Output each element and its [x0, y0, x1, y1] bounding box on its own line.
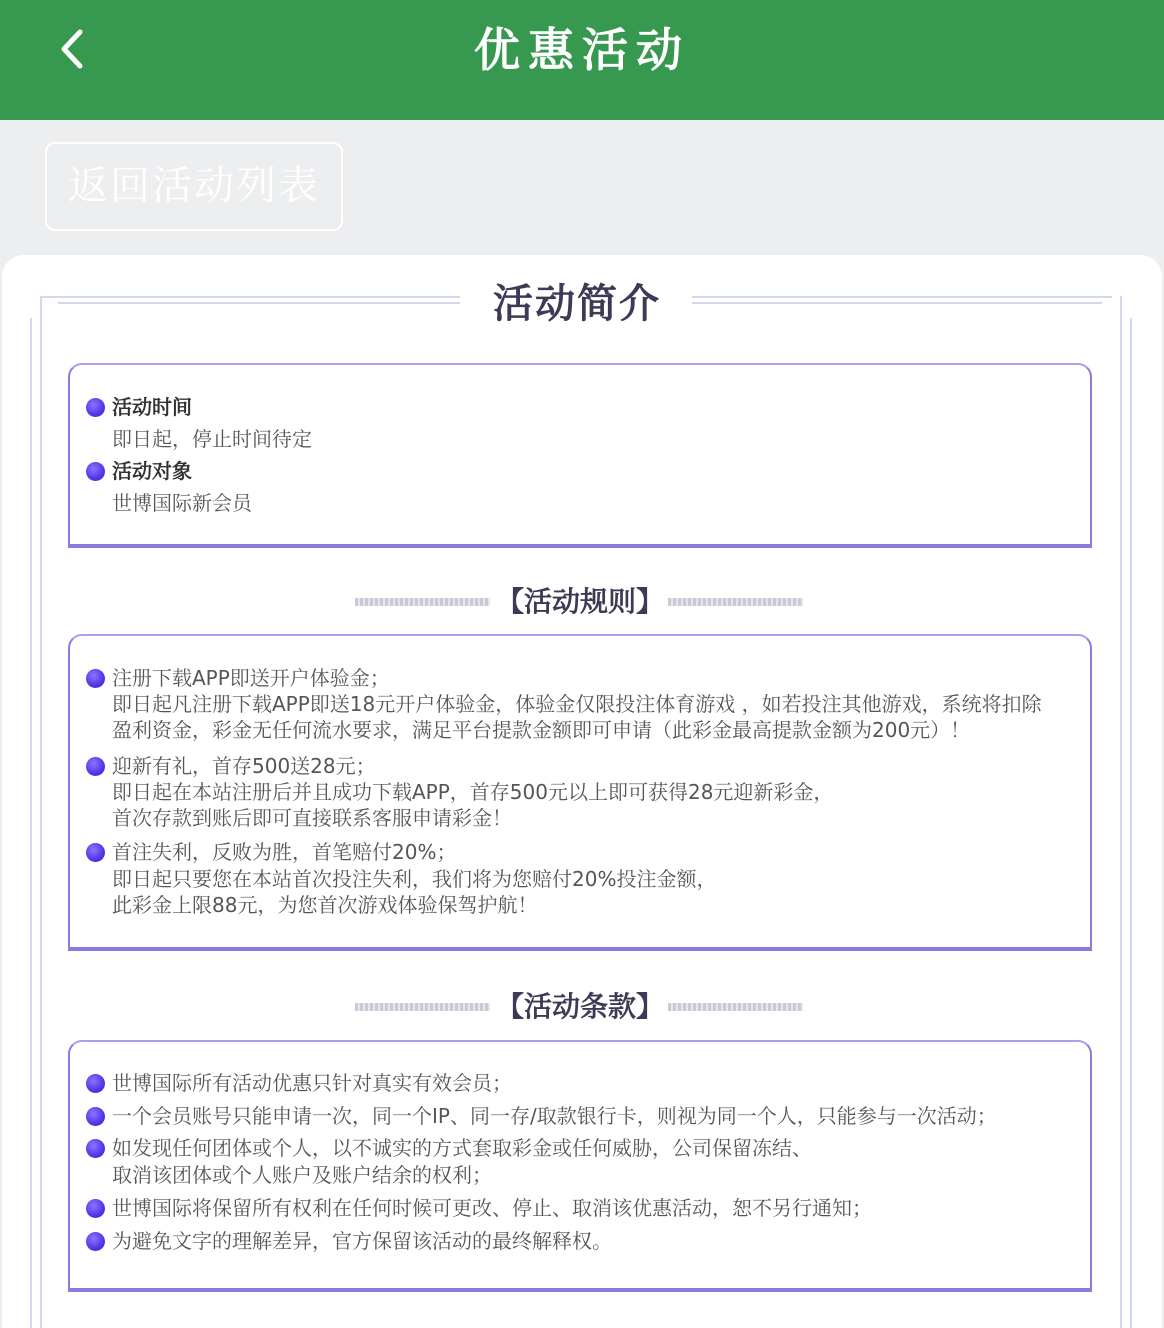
rule-3-line-3: 此彩金上限88元，为您首次游戏体验保驾护航！ — [112, 893, 538, 917]
back-to-list-button[interactable]: 返回活动列表 — [45, 142, 343, 231]
term-3-line-1: 如发现任何团体或个人，以不诚实的方式套取彩金或任何威胁，公司保留冻结、 — [112, 1136, 812, 1160]
terms-title: 【活动条款】 — [495, 990, 664, 1023]
rule-1-line-3: 盈利资金，彩金无任何流水要求，满足平台提款金额即可申请（此彩金最高提款金额为200元）！ — [112, 718, 971, 742]
term-3-line-2: 取消该团体或个人账户及账户结余的权利； — [112, 1163, 492, 1187]
term-2-line-1: 一个会员账号只能申请一次，同一个IP、同一存/取款银行卡，则视为同一个人，只能参与一次活动； — [112, 1104, 997, 1128]
frame-line-right-side2 — [1130, 318, 1132, 1328]
bullet-dot-icon — [86, 1232, 105, 1251]
intro-title: 活动简介 — [493, 281, 661, 327]
bullet-dot-icon — [86, 1074, 105, 1093]
intro-box — [68, 363, 1092, 546]
bullet-dot-icon — [86, 757, 105, 776]
term-5-line-1: 为避免文字的理解差异，官方保留该活动的最终解释权。 — [112, 1229, 612, 1253]
term-1-line-1: 世博国际所有活动优惠只针对真实有效会员； — [112, 1071, 512, 1095]
intro-heading-time: 活动时间 — [112, 395, 192, 419]
rule-1-line-1: 注册下载APP即送开户体验金； — [112, 666, 390, 690]
page-title: 优惠活动 — [474, 23, 690, 77]
bullet-dot-icon — [86, 1199, 105, 1218]
bullet-dot-icon — [86, 1107, 105, 1126]
intro-heading-target: 活动对象 — [112, 459, 192, 483]
bullet-dot-icon — [86, 669, 105, 688]
bullet-dot-icon — [86, 843, 105, 862]
top-bar — [0, 0, 1164, 120]
frame-line-right-side — [1120, 296, 1122, 1328]
rules-title: 【活动规则】 — [495, 585, 664, 618]
terms-divider-right — [668, 1003, 803, 1011]
rule-2-line-1: 迎新有礼，首存500送28元； — [112, 754, 376, 778]
rule-2-line-2: 即日起在本站注册后并且成功下载APP，首存500元以上即可获得28元迎新彩金， — [112, 780, 834, 804]
intro-text-time: 即日起，停止时间待定 — [112, 427, 312, 451]
frame-line-left-top — [40, 296, 460, 298]
intro-text-target: 世博国际新会员 — [112, 491, 252, 515]
frame-line-right-top2 — [692, 302, 1102, 304]
bullet-dot-icon — [86, 398, 105, 417]
term-4-line-1: 世博国际将保留所有权利在任何时候可更改、停止、取消该优惠活动，恕不另行通知； — [112, 1196, 872, 1220]
frame-line-left-side2 — [30, 318, 32, 1328]
rule-2-line-3: 首次存款到账后即可直接联系客服申请彩金！ — [112, 806, 512, 830]
rule-1-line-2: 即日起凡注册下载APP即送18元开户体验金，体验金仅限投注体育游戏 ，如若投注其他游戏，系统将扣除 — [112, 692, 1042, 716]
frame-line-right-top — [692, 296, 1112, 298]
frame-line-left-top2 — [58, 302, 460, 304]
rule-3-line-2: 即日起只要您在本站首次投注失利，我们将为您赔付20%投注金额， — [112, 867, 717, 891]
bullet-dot-icon — [86, 462, 105, 481]
rule-3-line-1: 首注失利，反败为胜，首笔赔付20%； — [112, 840, 457, 864]
frame-line-left-side — [40, 296, 42, 1328]
terms-divider-left — [355, 1003, 490, 1011]
bullet-dot-icon — [86, 1139, 105, 1158]
rules-divider-right — [668, 598, 803, 606]
rules-divider-left — [355, 598, 490, 606]
